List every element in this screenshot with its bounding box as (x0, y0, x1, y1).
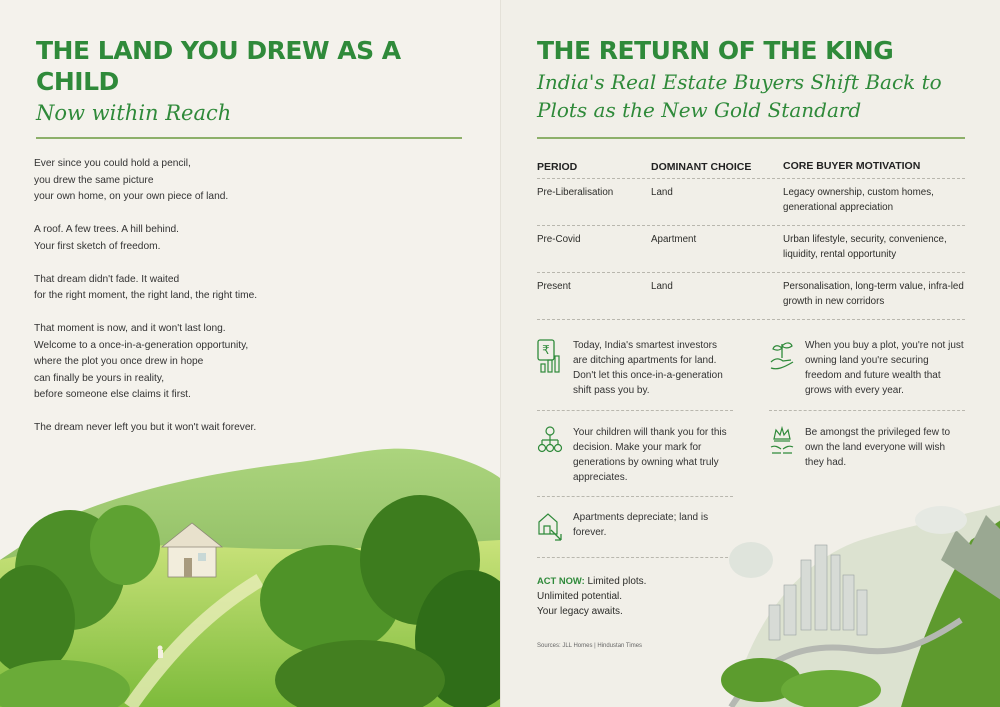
table-cell: Land (651, 187, 673, 198)
feature-text: Be amongst the privileged few to own the land everyone will wish they had. (805, 427, 951, 468)
poem-line: can finally be yours in reality, (34, 372, 165, 384)
table-cell: Pre-Covid (537, 234, 581, 245)
feature-text: Today, India's smartest investors are ditching apartments for land. Don't let this once-in-a-generation shift pass you by. (573, 340, 723, 396)
svg-text:₹: ₹ (542, 343, 550, 357)
act-now-line: Unlimited potential. (537, 591, 623, 602)
table-cell: Legacy ownership, custom homes, generational appreciation (783, 187, 934, 213)
table-cell: Present (537, 281, 571, 292)
right-title: THE RETURN OF THE KING (537, 36, 894, 65)
left-title: THE LAND YOU DREW AS A CHILD (36, 36, 401, 96)
sources-note: Sources: JLL Homes | Hindustan Times (537, 643, 643, 649)
table-cell: Pre-Liberalisation (537, 187, 614, 198)
poem-line: your own home, on your own piece of land. (34, 191, 229, 202)
header-dominant-choice: DOMINANT CHOICE (651, 160, 752, 173)
poem-line: you drew the same picture (34, 174, 154, 186)
act-now-line: Limited plots. (587, 576, 647, 587)
poem-line: A roof. A few trees. A hill behind. (34, 224, 179, 235)
right-subtitle: India's Real Estate Buyers Shift Back to Plots as the New Gold Standard (537, 70, 942, 122)
left-subtitle: Now within Reach (36, 101, 232, 125)
feature-text: Your children will thank you for this decision. Make your mark for generations by owning what truly appreciates. (573, 427, 727, 483)
poem-line: Ever since you could hold a pencil, (34, 158, 191, 169)
header-period: PERIOD (537, 160, 578, 173)
poem-line: The dream never left you but it won't wait forever. (34, 422, 257, 433)
feature-text: When you buy a plot, you're not just owning land you're securing freedom and future wealth that grows with every year. (805, 340, 964, 396)
poem-line: for the right moment, the right land, the right time. (34, 290, 258, 301)
poem-line: Your first sketch of freedom. (34, 240, 161, 252)
poem-line: where the plot you once drew in hope (34, 356, 204, 367)
right-page (500, 0, 1000, 707)
table-cell: Apartment (651, 234, 697, 245)
table-cell: Land (651, 281, 673, 292)
feature-text: Apartments depreciate; land is forever. (573, 512, 709, 538)
table-cell: Urban lifestyle, security, convenience, liquidity, rental opportunity (783, 234, 947, 260)
table-cell: Personalisation, long-term value, infra-led growth in new corridors (783, 281, 964, 307)
poem-line: That dream didn't fade. It waited (34, 273, 180, 285)
act-now-line: Your legacy awaits. (537, 606, 623, 617)
act-now-label: ACT NOW: (537, 575, 585, 586)
poem-line: Welcome to a once-in-a-generation opportunity, (34, 339, 249, 351)
poem-line: That moment is now, and it won't last long. (34, 323, 226, 334)
cityscape-illustration (501, 0, 1000, 707)
header-core-motivation: CORE BUYER MOTIVATION (783, 160, 921, 172)
poem-line: before someone else claims it first. (34, 389, 191, 400)
